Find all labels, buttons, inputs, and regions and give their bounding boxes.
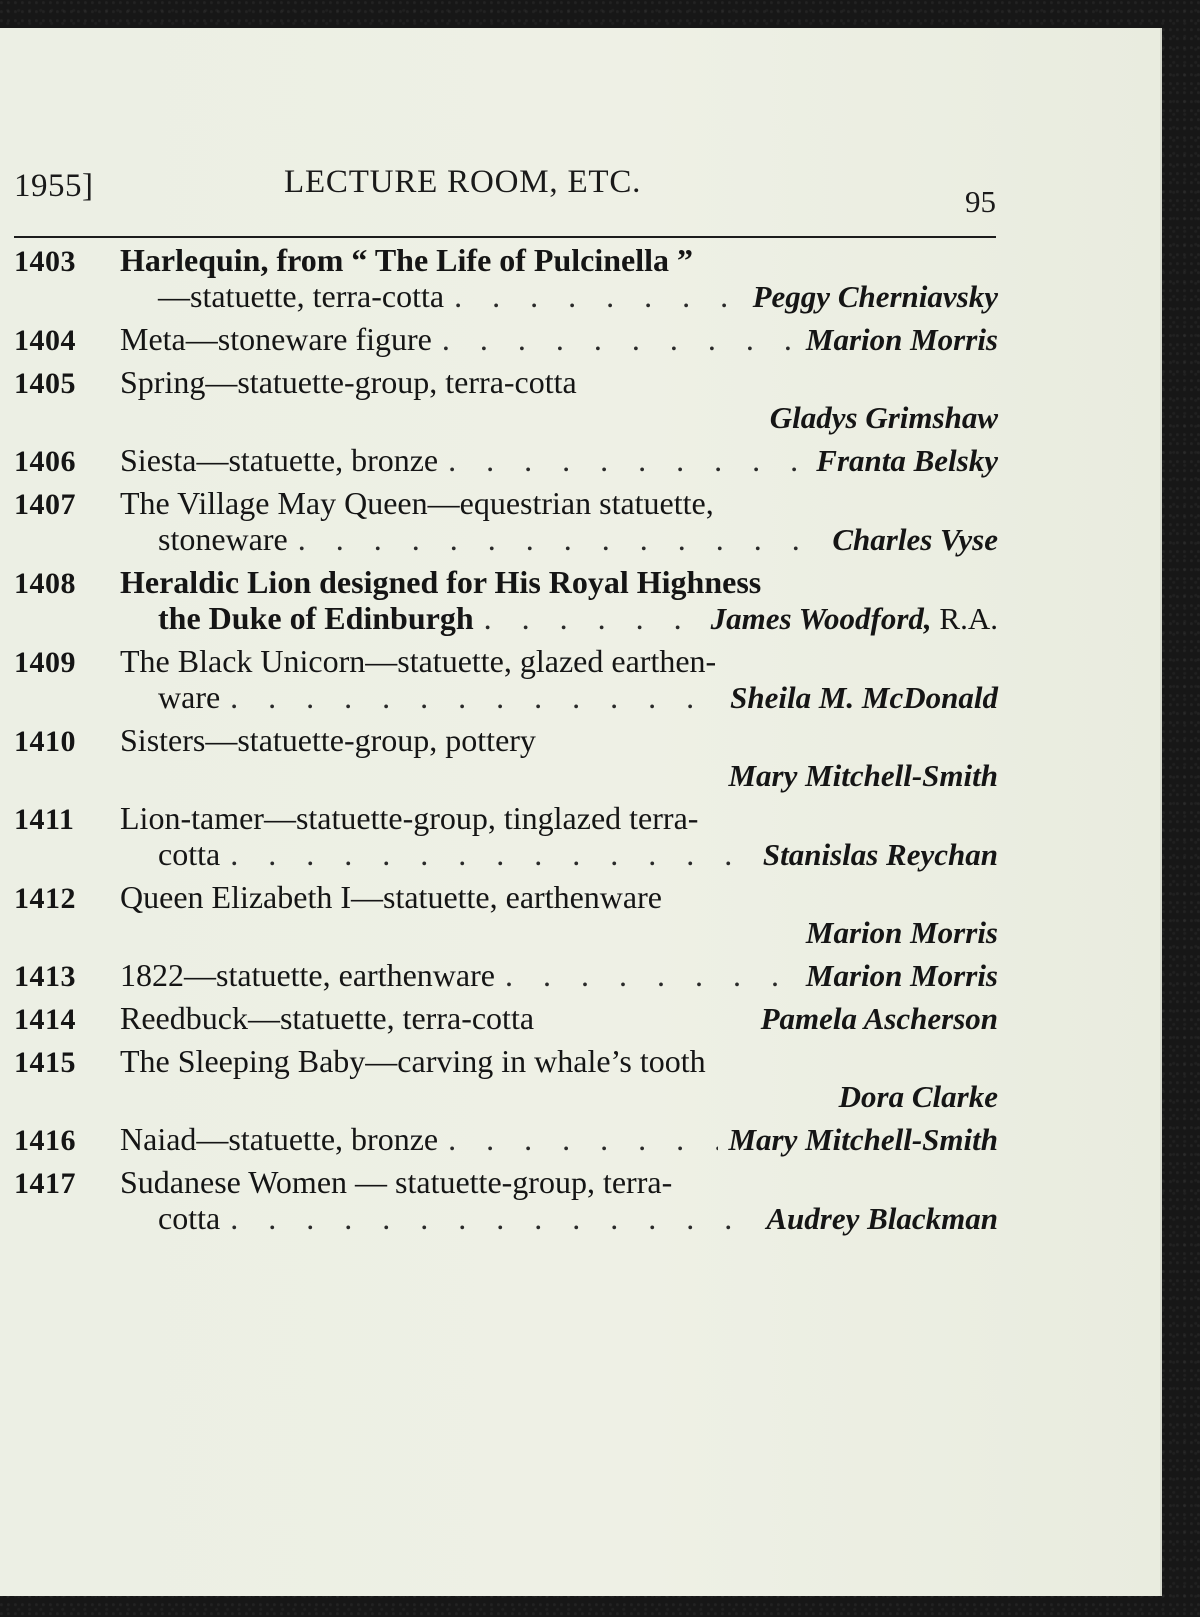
entry-artist: Mary Mitchell-Smith <box>728 1122 998 1157</box>
catalogue-entry <box>14 242 998 315</box>
entry-title: The Sleeping Baby—carving in whale’s tooth <box>120 1043 706 1079</box>
entry-title: Meta—stoneware figure <box>120 321 432 357</box>
running-head-title: LECTURE ROOM, ETC. <box>284 164 642 200</box>
catalogue-entry <box>14 1000 998 1037</box>
entry-title: Harlequin, from “ The Life of Pulcinella ” <box>120 242 694 278</box>
catalogue-entry <box>14 957 998 994</box>
dot-leader <box>442 321 796 357</box>
entry-number: 1405 <box>14 367 76 400</box>
entry-title: Siesta—statuette, bronze <box>120 442 439 478</box>
entry-title: Reedbuck—statuette, terra-cotta <box>120 1000 535 1036</box>
entry-number: 1404 <box>14 324 76 357</box>
entry-title: Spring—statuette-group, terra-cotta <box>120 364 577 400</box>
entry-number: 1414 <box>14 1003 76 1036</box>
entry-title: 1822—statuette, earthenware <box>120 957 495 993</box>
entry-title: The Black Unicorn—statuette, glazed earthen- <box>120 643 717 679</box>
catalogue-entry <box>14 485 998 558</box>
catalogue-entry <box>14 879 998 951</box>
entry-number: 1412 <box>14 882 76 915</box>
entry-artist: Gladys Grimshaw <box>769 400 998 435</box>
entry-title: Sudanese Women — statuette-group, terra- <box>120 1164 673 1200</box>
catalogue-entry <box>14 1164 998 1237</box>
entry-number: 1406 <box>14 445 76 478</box>
entry-title-continued: stoneware <box>158 521 288 557</box>
catalogue-entry <box>14 321 998 358</box>
catalogue-entry <box>14 1121 998 1158</box>
book-page <box>0 28 1162 1596</box>
page-number: 95 <box>965 184 996 219</box>
entry-number: 1410 <box>14 725 76 758</box>
entry-artist-name: James Woodford, <box>710 601 932 636</box>
entry-number: 1415 <box>14 1046 76 1079</box>
entry-artist: Mary Mitchell-Smith <box>728 758 998 793</box>
catalogue-entry <box>14 800 998 873</box>
entry-artist: Franta Belsky <box>816 443 998 478</box>
entry-artist <box>711 601 998 637</box>
entry-title: Heraldic Lion designed for His Royal Highness <box>120 564 762 600</box>
entry-number: 1416 <box>14 1124 76 1157</box>
dot-leader <box>484 600 701 636</box>
entry-title: Sisters—statuette-group, pottery <box>120 722 536 758</box>
dot-leader <box>448 442 806 478</box>
entry-number: 1417 <box>14 1167 76 1200</box>
entry-title-continued: cotta <box>158 836 221 872</box>
entry-artist: Peggy Cherniavsky <box>752 279 998 314</box>
catalogue-entries <box>14 242 998 1243</box>
entry-artist-suffix: R.A. <box>939 601 998 636</box>
entry-artist: Dora Clarke <box>838 1079 998 1114</box>
entry-title: Queen Elizabeth I—statuette, earthenware <box>120 879 662 915</box>
catalogue-entry <box>14 722 998 794</box>
catalogue-entry <box>14 364 998 436</box>
entry-title-continued: cotta <box>158 1200 221 1236</box>
entry-title-continued: —statuette, terra-cotta <box>158 278 445 314</box>
entry-title-continued: the Duke of Edinburgh <box>158 600 474 636</box>
running-head <box>14 154 996 219</box>
dot-leader <box>230 1200 756 1236</box>
running-head-year: 1955] <box>14 168 94 204</box>
dot-leader <box>298 521 823 557</box>
entry-number: 1407 <box>14 488 76 521</box>
entry-number: 1409 <box>14 646 76 679</box>
entry-artist: Marion Morris <box>805 915 998 950</box>
entry-artist: Marion Morris <box>805 958 998 993</box>
dot-leader <box>230 679 720 715</box>
entry-artist: Audrey Blackman <box>766 1201 998 1236</box>
entry-title: Naiad—statuette, bronze <box>120 1121 439 1157</box>
entry-artist: Pamela Ascherson <box>760 1001 998 1036</box>
dot-leader <box>505 957 796 993</box>
dot-leader <box>454 278 743 314</box>
entry-title: The Village May Queen—equestrian statuette, <box>120 485 714 521</box>
dot-leader <box>230 836 753 872</box>
entry-number: 1411 <box>14 803 75 836</box>
entry-title: Lion-tamer—statuette-group, tinglazed terra- <box>120 800 699 836</box>
entry-artist: Sheila M. McDonald <box>730 680 998 715</box>
entry-artist: Stanislas Reychan <box>762 837 998 872</box>
entry-artist: Charles Vyse <box>832 522 998 557</box>
header-rule <box>14 236 996 238</box>
catalogue-entry <box>14 442 998 479</box>
dot-leader <box>448 1121 718 1157</box>
catalogue-entry <box>14 1043 998 1115</box>
entry-artist: Marion Morris <box>805 322 998 357</box>
catalogue-entry <box>14 643 998 716</box>
catalogue-entry <box>14 564 998 637</box>
entry-number: 1413 <box>14 960 76 993</box>
entry-number: 1403 <box>14 245 76 278</box>
entry-number: 1408 <box>14 567 76 600</box>
entry-title-continued: ware <box>158 679 221 715</box>
